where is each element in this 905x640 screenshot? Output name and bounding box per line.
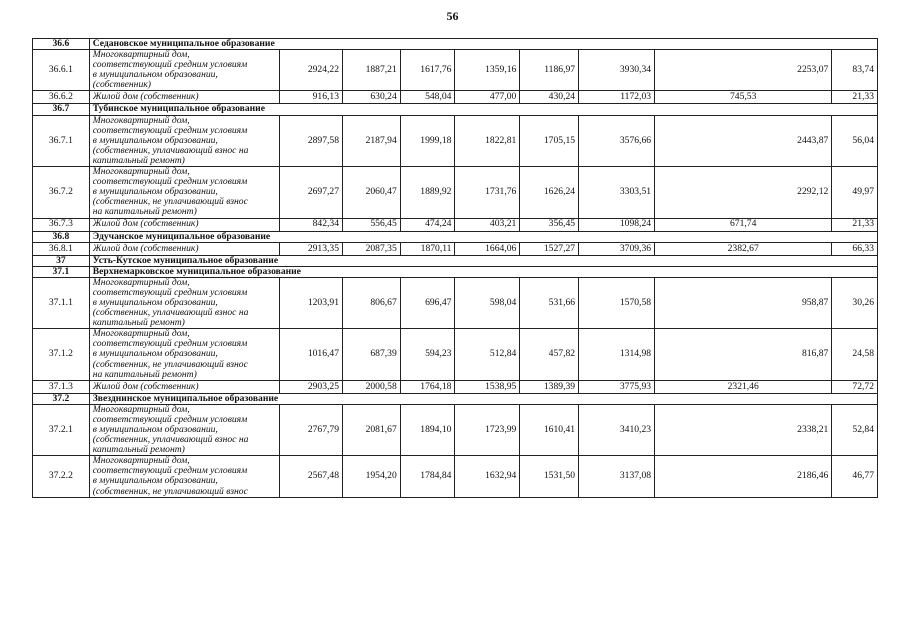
value-cell: 30,26 [832, 277, 878, 328]
value-cell: 3137,08 [579, 456, 655, 497]
description-line: (собственник, не уплачивающий взнос [92, 196, 248, 208]
value-cell: 1894,10 [400, 404, 455, 455]
value-cell: 2382,67 [655, 242, 832, 255]
description-line: в муниципальном образовании, [92, 186, 218, 198]
description-line: (собственник, не уплачивающий взнос [92, 358, 248, 370]
value-cell: 1617,76 [400, 50, 455, 91]
value-cell: 1203,91 [280, 277, 343, 328]
value-cell: 3709,36 [579, 242, 655, 255]
value-cell: 630,24 [343, 91, 401, 104]
description-line: Многоквартирный дом, [92, 114, 190, 126]
value-cell: 24,58 [832, 329, 878, 380]
value-cell: 1723,99 [455, 404, 520, 455]
value-cell: 3576,66 [579, 115, 655, 166]
description-line: соответствующий средним условиям [92, 176, 248, 188]
value-cell: 83,74 [832, 50, 878, 91]
description-line: капитальный ремонт) [92, 444, 185, 456]
value-cell: 1610,41 [520, 404, 579, 455]
value-cell: 1314,98 [579, 329, 655, 380]
value-cell: 2087,35 [343, 242, 401, 255]
section-title: Звезднинское муниципальное образование [89, 393, 877, 404]
section-code: 36.7 [33, 104, 90, 115]
table-row [33, 115, 878, 166]
description-line: Многоквартирный дом, [92, 455, 190, 467]
row-code: 36.7.3 [33, 218, 90, 231]
row-code: 37.2.1 [33, 404, 90, 455]
table-row [33, 329, 878, 380]
description-line: (собственник, уплачивающий взнос на [92, 144, 249, 156]
value-cell: 1705,15 [520, 115, 579, 166]
value-cell: 1784,84 [400, 456, 455, 497]
value-cell: 3930,34 [579, 50, 655, 91]
description-line: Многоквартирный дом, [92, 49, 190, 61]
description-line: (собственник) [92, 79, 151, 91]
description-line: Жилой дом (собственник) [92, 242, 199, 254]
section-code: 36.8 [33, 231, 90, 242]
table-row [33, 277, 878, 328]
section-code: 37 [33, 255, 90, 266]
value-cell: 3303,51 [579, 167, 655, 218]
description-line: (собственник, уплачивающий взнос на [92, 434, 249, 446]
description-line: в муниципальном образовании, [92, 134, 218, 146]
value-cell: 806,67 [343, 277, 401, 328]
value-cell: 1538,95 [455, 380, 520, 393]
page-number: 56 [446, 9, 459, 23]
value-cell: 66,33 [832, 242, 878, 255]
value-cell: 2321,46 [655, 380, 832, 393]
section-row [33, 39, 878, 50]
value-cell: 1731,76 [455, 167, 520, 218]
value-cell: 531,66 [520, 277, 579, 328]
value-cell: 2253,07 [655, 50, 832, 91]
value-cell: 46,77 [832, 456, 878, 497]
description-line: на капитальный ремонт) [92, 206, 197, 218]
row-description [89, 218, 279, 231]
value-cell: 474,24 [400, 218, 455, 231]
description-line: в муниципальном образовании, [92, 424, 218, 435]
section-title: Эдучанское муниципальное образование [89, 231, 877, 242]
value-cell: 1889,92 [400, 167, 455, 218]
row-description [89, 115, 279, 166]
section-title: Верхнемарковское муниципальное образование [89, 266, 877, 277]
table-row [33, 380, 878, 393]
section-row [33, 266, 878, 277]
row-code: 37.2.2 [33, 456, 90, 497]
value-cell: 2697,27 [280, 167, 343, 218]
value-cell: 2081,67 [343, 404, 401, 455]
row-code: 36.7.1 [33, 115, 90, 166]
section-code: 36.6 [33, 39, 90, 50]
value-cell: 430,24 [520, 91, 579, 104]
value-cell: 842,34 [280, 218, 343, 231]
description-line: соответствующий средним условиям [92, 286, 248, 298]
row-description [89, 242, 279, 255]
value-cell: 1626,24 [520, 167, 579, 218]
value-cell: 403,21 [455, 218, 520, 231]
value-cell: 671,74 [655, 218, 832, 231]
description-line: в муниципальном образовании, [92, 348, 218, 360]
section-row [33, 393, 878, 404]
description-line: Многоквартирный дом, [92, 403, 190, 415]
table-row [33, 218, 878, 231]
value-cell: 548,04 [400, 91, 455, 104]
description-line: в муниципальном образовании, [92, 69, 218, 81]
value-cell: 2567,48 [280, 456, 343, 497]
row-code: 36.6.2 [33, 91, 90, 104]
row-description [89, 404, 279, 455]
section-title: Усть-Кутское муниципальное образование [89, 255, 877, 266]
value-cell: 1570,58 [579, 277, 655, 328]
value-cell: 1389,39 [520, 380, 579, 393]
description-line: соответствующий средним условиям [92, 338, 248, 350]
table-row [33, 242, 878, 255]
value-cell: 687,39 [343, 329, 401, 380]
row-code: 37.1.1 [33, 277, 90, 328]
value-cell: 2187,94 [343, 115, 401, 166]
row-description [89, 456, 279, 497]
description-line: (собственник, уплачивающий взнос на [92, 307, 249, 319]
row-description [89, 91, 279, 104]
value-cell: 1531,50 [520, 456, 579, 497]
value-cell: 2186,46 [655, 456, 832, 497]
description-line: (собственник, не уплачивающий взнос [92, 485, 248, 497]
value-cell: 2000,58 [343, 380, 401, 393]
value-cell: 49,97 [832, 167, 878, 218]
description-line: соответствующий средним условиям [92, 59, 248, 71]
value-cell: 1822,81 [455, 115, 520, 166]
row-description [89, 329, 279, 380]
description-line: Жилой дом (собственник) [92, 218, 199, 230]
description-line: Многоквартирный дом, [92, 276, 190, 288]
value-cell: 477,00 [455, 91, 520, 104]
section-code: 37.2 [33, 393, 90, 404]
value-cell: 1870,11 [400, 242, 455, 255]
value-cell: 72,72 [832, 380, 878, 393]
value-cell: 2903,25 [280, 380, 343, 393]
value-cell: 958,87 [655, 277, 832, 328]
row-code: 36.7.2 [33, 167, 90, 218]
value-cell: 21,33 [832, 218, 878, 231]
value-cell: 356,45 [520, 218, 579, 231]
section-row [33, 255, 878, 266]
description-line: соответствующий средним условиям [92, 465, 248, 477]
description-line: капитальный ремонт) [92, 154, 185, 166]
value-cell: 1999,18 [400, 115, 455, 166]
row-code: 37.1.2 [33, 329, 90, 380]
value-cell: 52,84 [832, 404, 878, 455]
value-cell: 594,23 [400, 329, 455, 380]
table-row [33, 456, 878, 497]
value-cell: 56,04 [832, 115, 878, 166]
description-line: Жилой дом (собственник) [92, 91, 199, 103]
value-cell: 2913,35 [280, 242, 343, 255]
section-title: Седановское муниципальное образование [89, 39, 877, 50]
description-line: соответствующий средним условиям [92, 124, 248, 136]
value-cell: 1359,16 [455, 50, 520, 91]
value-cell: 2767,79 [280, 404, 343, 455]
value-cell: 1172,03 [579, 91, 655, 104]
value-cell: 2924,22 [280, 50, 343, 91]
description-line: Многоквартирный дом, [92, 166, 190, 178]
value-cell: 1887,21 [343, 50, 401, 91]
table-row [33, 50, 878, 91]
value-cell: 1186,97 [520, 50, 579, 91]
value-cell: 2443,87 [655, 115, 832, 166]
section-row [33, 104, 878, 115]
tariff-table [32, 38, 878, 498]
row-description [89, 277, 279, 328]
description-line: Многоквартирный дом, [92, 328, 190, 340]
value-cell: 598,04 [455, 277, 520, 328]
value-cell: 1764,18 [400, 380, 455, 393]
value-cell: 916,13 [280, 91, 343, 104]
value-cell: 2292,12 [655, 167, 832, 218]
value-cell: 556,45 [343, 218, 401, 231]
table-row [33, 91, 878, 104]
value-cell: 2060,47 [343, 167, 401, 218]
row-description [89, 50, 279, 91]
row-code: 37.1.3 [33, 380, 90, 393]
row-description [89, 380, 279, 393]
description-line: на капитальный ремонт) [92, 368, 197, 380]
description-line: Жилой дом (собственник) [92, 380, 199, 392]
value-cell: 512,84 [455, 329, 520, 380]
value-cell: 1664,06 [455, 242, 520, 255]
section-code: 37.1 [33, 266, 90, 277]
value-cell: 2897,58 [280, 115, 343, 166]
table-row [33, 404, 878, 455]
value-cell: 2338,21 [655, 404, 832, 455]
value-cell: 1098,24 [579, 218, 655, 231]
value-cell: 1527,27 [520, 242, 579, 255]
value-cell: 3775,93 [579, 380, 655, 393]
value-cell: 1632,94 [455, 456, 520, 497]
description-line: капитальный ремонт) [92, 317, 185, 329]
value-cell: 816,87 [655, 329, 832, 380]
value-cell: 1954,20 [343, 456, 401, 497]
section-title: Тубинское муниципальное образование [89, 104, 877, 115]
description-line: соответствующий средним условиям [92, 413, 248, 425]
row-description [89, 167, 279, 218]
value-cell: 457,82 [520, 329, 579, 380]
row-code: 36.6.1 [33, 50, 90, 91]
value-cell: 1016,47 [280, 329, 343, 380]
value-cell: 745,53 [655, 91, 832, 104]
value-cell: 21,33 [832, 91, 878, 104]
description-line: в муниципальном образовании, [92, 296, 218, 308]
description-line: в муниципальном образовании, [92, 475, 218, 487]
row-code: 36.8.1 [33, 242, 90, 255]
table-row [33, 167, 878, 218]
value-cell: 3410,23 [579, 404, 655, 455]
value-cell: 696,47 [400, 277, 455, 328]
section-row [33, 231, 878, 242]
